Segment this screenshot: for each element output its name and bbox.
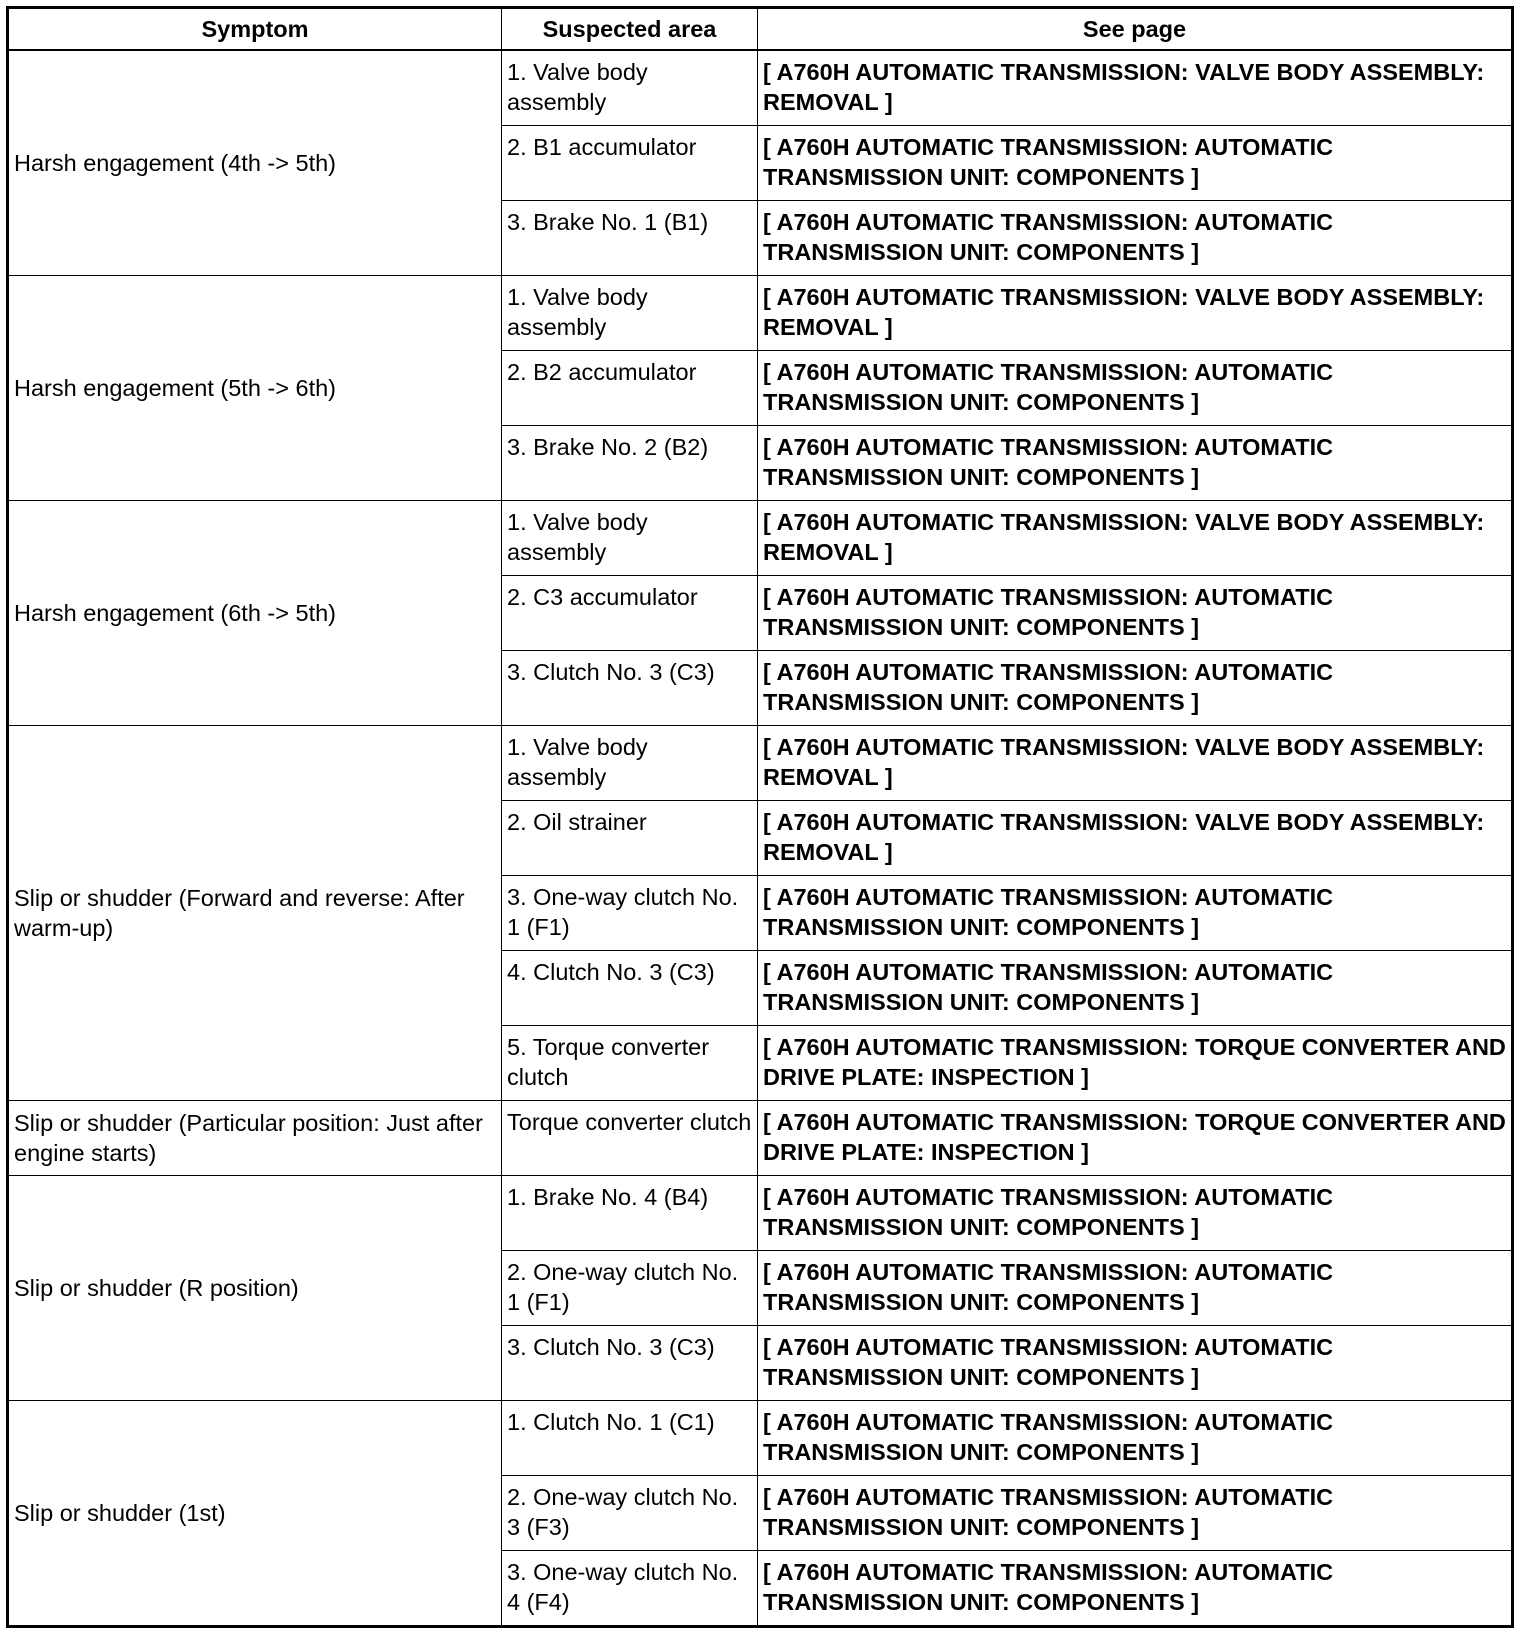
suspected-area-cell: 1. Valve body assembly: [502, 501, 758, 576]
see-page-link[interactable]: [ A760H AUTOMATIC TRANSMISSION: TORQUE CONVERTER AND DRIVE PLATE: INSPECTION ]: [763, 1034, 1506, 1090]
suspected-area-cell: 3. Clutch No. 3 (C3): [502, 651, 758, 726]
suspected-area-cell: 1. Clutch No. 1 (C1): [502, 1401, 758, 1476]
suspected-area-cell: 1. Valve body assembly: [502, 276, 758, 351]
see-page-cell: [758, 1251, 1513, 1326]
see-page-link[interactable]: [ A760H AUTOMATIC TRANSMISSION: AUTOMATIC TRANSMISSION UNIT: COMPONENTS ]: [763, 1334, 1334, 1390]
table-row: [8, 50, 1513, 126]
see-page-cell: [758, 201, 1513, 276]
see-page-cell: [758, 1176, 1513, 1251]
see-page-cell: [758, 651, 1513, 726]
suspected-area-cell: 1. Valve body assembly: [502, 50, 758, 126]
see-page-link[interactable]: [ A760H AUTOMATIC TRANSMISSION: AUTOMATIC TRANSMISSION UNIT: COMPONENTS ]: [763, 659, 1334, 715]
see-page-link[interactable]: [ A760H AUTOMATIC TRANSMISSION: VALVE BODY ASSEMBLY: REMOVAL ]: [763, 509, 1485, 565]
suspected-area-cell: 2. One-way clutch No. 1 (F1): [502, 1251, 758, 1326]
see-page-cell: [758, 801, 1513, 876]
see-page-cell: [758, 501, 1513, 576]
header-row: [8, 8, 1513, 51]
see-page-cell: [758, 276, 1513, 351]
suspected-area-cell: 5. Torque converter clutch: [502, 1026, 758, 1101]
suspected-area-cell: 3. Clutch No. 3 (C3): [502, 1326, 758, 1401]
see-page-cell: [758, 1101, 1513, 1176]
symptom-cell: Slip or shudder (1st): [8, 1401, 502, 1627]
suspected-area-cell: 4. Clutch No. 3 (C3): [502, 951, 758, 1026]
document-page: [6, 6, 1514, 1628]
table-row: [8, 1401, 1513, 1476]
suspected-area-cell: 1. Valve body assembly: [502, 726, 758, 801]
suspected-area-cell: 3. Brake No. 2 (B2): [502, 426, 758, 501]
table-row: [8, 1101, 1513, 1176]
symptom-cell: Harsh engagement (5th -> 6th): [8, 276, 502, 501]
suspected-area-cell: 2. B1 accumulator: [502, 126, 758, 201]
see-page-link[interactable]: [ A760H AUTOMATIC TRANSMISSION: AUTOMATIC TRANSMISSION UNIT: COMPONENTS ]: [763, 1484, 1334, 1540]
see-page-link[interactable]: [ A760H AUTOMATIC TRANSMISSION: AUTOMATIC TRANSMISSION UNIT: COMPONENTS ]: [763, 209, 1334, 265]
suspected-area-cell: 3. Brake No. 1 (B1): [502, 201, 758, 276]
see-page-cell: [758, 126, 1513, 201]
symptom-cell: Harsh engagement (4th -> 5th): [8, 50, 502, 276]
see-page-link[interactable]: [ A760H AUTOMATIC TRANSMISSION: AUTOMATIC TRANSMISSION UNIT: COMPONENTS ]: [763, 359, 1334, 415]
see-page-link[interactable]: [ A760H AUTOMATIC TRANSMISSION: VALVE BODY ASSEMBLY: REMOVAL ]: [763, 59, 1485, 115]
see-page-cell: [758, 1326, 1513, 1401]
see-page-cell: [758, 726, 1513, 801]
see-page-cell: [758, 1026, 1513, 1101]
suspected-area-cell: 2. Oil strainer: [502, 801, 758, 876]
see-page-link[interactable]: [ A760H AUTOMATIC TRANSMISSION: TORQUE CONVERTER AND DRIVE PLATE: INSPECTION ]: [763, 1109, 1506, 1165]
suspected-area-cell: 3. One-way clutch No. 4 (F4): [502, 1551, 758, 1627]
header-symptom: Symptom: [8, 8, 502, 51]
see-page-link[interactable]: [ A760H AUTOMATIC TRANSMISSION: AUTOMATIC TRANSMISSION UNIT: COMPONENTS ]: [763, 434, 1334, 490]
table-row: [8, 1176, 1513, 1251]
see-page-link[interactable]: [ A760H AUTOMATIC TRANSMISSION: AUTOMATIC TRANSMISSION UNIT: COMPONENTS ]: [763, 134, 1334, 190]
troubleshooting-table: [6, 6, 1514, 1628]
symptom-cell: Harsh engagement (6th -> 5th): [8, 501, 502, 726]
see-page-link[interactable]: [ A760H AUTOMATIC TRANSMISSION: VALVE BODY ASSEMBLY: REMOVAL ]: [763, 809, 1485, 865]
see-page-cell: [758, 876, 1513, 951]
header-suspected-area: Suspected area: [502, 8, 758, 51]
see-page-cell: [758, 1476, 1513, 1551]
see-page-cell: [758, 576, 1513, 651]
suspected-area-cell: Torque converter clutch: [502, 1101, 758, 1176]
see-page-link[interactable]: [ A760H AUTOMATIC TRANSMISSION: AUTOMATIC TRANSMISSION UNIT: COMPONENTS ]: [763, 884, 1334, 940]
see-page-link[interactable]: [ A760H AUTOMATIC TRANSMISSION: AUTOMATIC TRANSMISSION UNIT: COMPONENTS ]: [763, 1184, 1334, 1240]
see-page-link[interactable]: [ A760H AUTOMATIC TRANSMISSION: VALVE BODY ASSEMBLY: REMOVAL ]: [763, 734, 1485, 790]
see-page-cell: [758, 50, 1513, 126]
see-page-cell: [758, 426, 1513, 501]
suspected-area-cell: 3. One-way clutch No. 1 (F1): [502, 876, 758, 951]
see-page-link[interactable]: [ A760H AUTOMATIC TRANSMISSION: AUTOMATIC TRANSMISSION UNIT: COMPONENTS ]: [763, 959, 1334, 1015]
suspected-area-cell: 2. C3 accumulator: [502, 576, 758, 651]
suspected-area-cell: 2. B2 accumulator: [502, 351, 758, 426]
see-page-cell: [758, 351, 1513, 426]
suspected-area-cell: 2. One-way clutch No. 3 (F3): [502, 1476, 758, 1551]
see-page-cell: [758, 951, 1513, 1026]
see-page-cell: [758, 1401, 1513, 1476]
table-row: [8, 726, 1513, 801]
see-page-link[interactable]: [ A760H AUTOMATIC TRANSMISSION: AUTOMATIC TRANSMISSION UNIT: COMPONENTS ]: [763, 1259, 1334, 1315]
table-header: [8, 8, 1513, 51]
table-row: [8, 276, 1513, 351]
see-page-link[interactable]: [ A760H AUTOMATIC TRANSMISSION: VALVE BODY ASSEMBLY: REMOVAL ]: [763, 284, 1485, 340]
symptom-cell: Slip or shudder (Particular position: Just after engine starts): [8, 1101, 502, 1176]
see-page-link[interactable]: [ A760H AUTOMATIC TRANSMISSION: AUTOMATIC TRANSMISSION UNIT: COMPONENTS ]: [763, 1559, 1334, 1615]
table-body: [8, 50, 1513, 1627]
see-page-cell: [758, 1551, 1513, 1627]
see-page-link[interactable]: [ A760H AUTOMATIC TRANSMISSION: AUTOMATIC TRANSMISSION UNIT: COMPONENTS ]: [763, 1409, 1334, 1465]
symptom-cell: Slip or shudder (R position): [8, 1176, 502, 1401]
suspected-area-cell: 1. Brake No. 4 (B4): [502, 1176, 758, 1251]
see-page-link[interactable]: [ A760H AUTOMATIC TRANSMISSION: AUTOMATIC TRANSMISSION UNIT: COMPONENTS ]: [763, 584, 1334, 640]
header-see-page: See page: [758, 8, 1513, 51]
table-row: [8, 501, 1513, 576]
symptom-cell: Slip or shudder (Forward and reverse: After warm-up): [8, 726, 502, 1101]
